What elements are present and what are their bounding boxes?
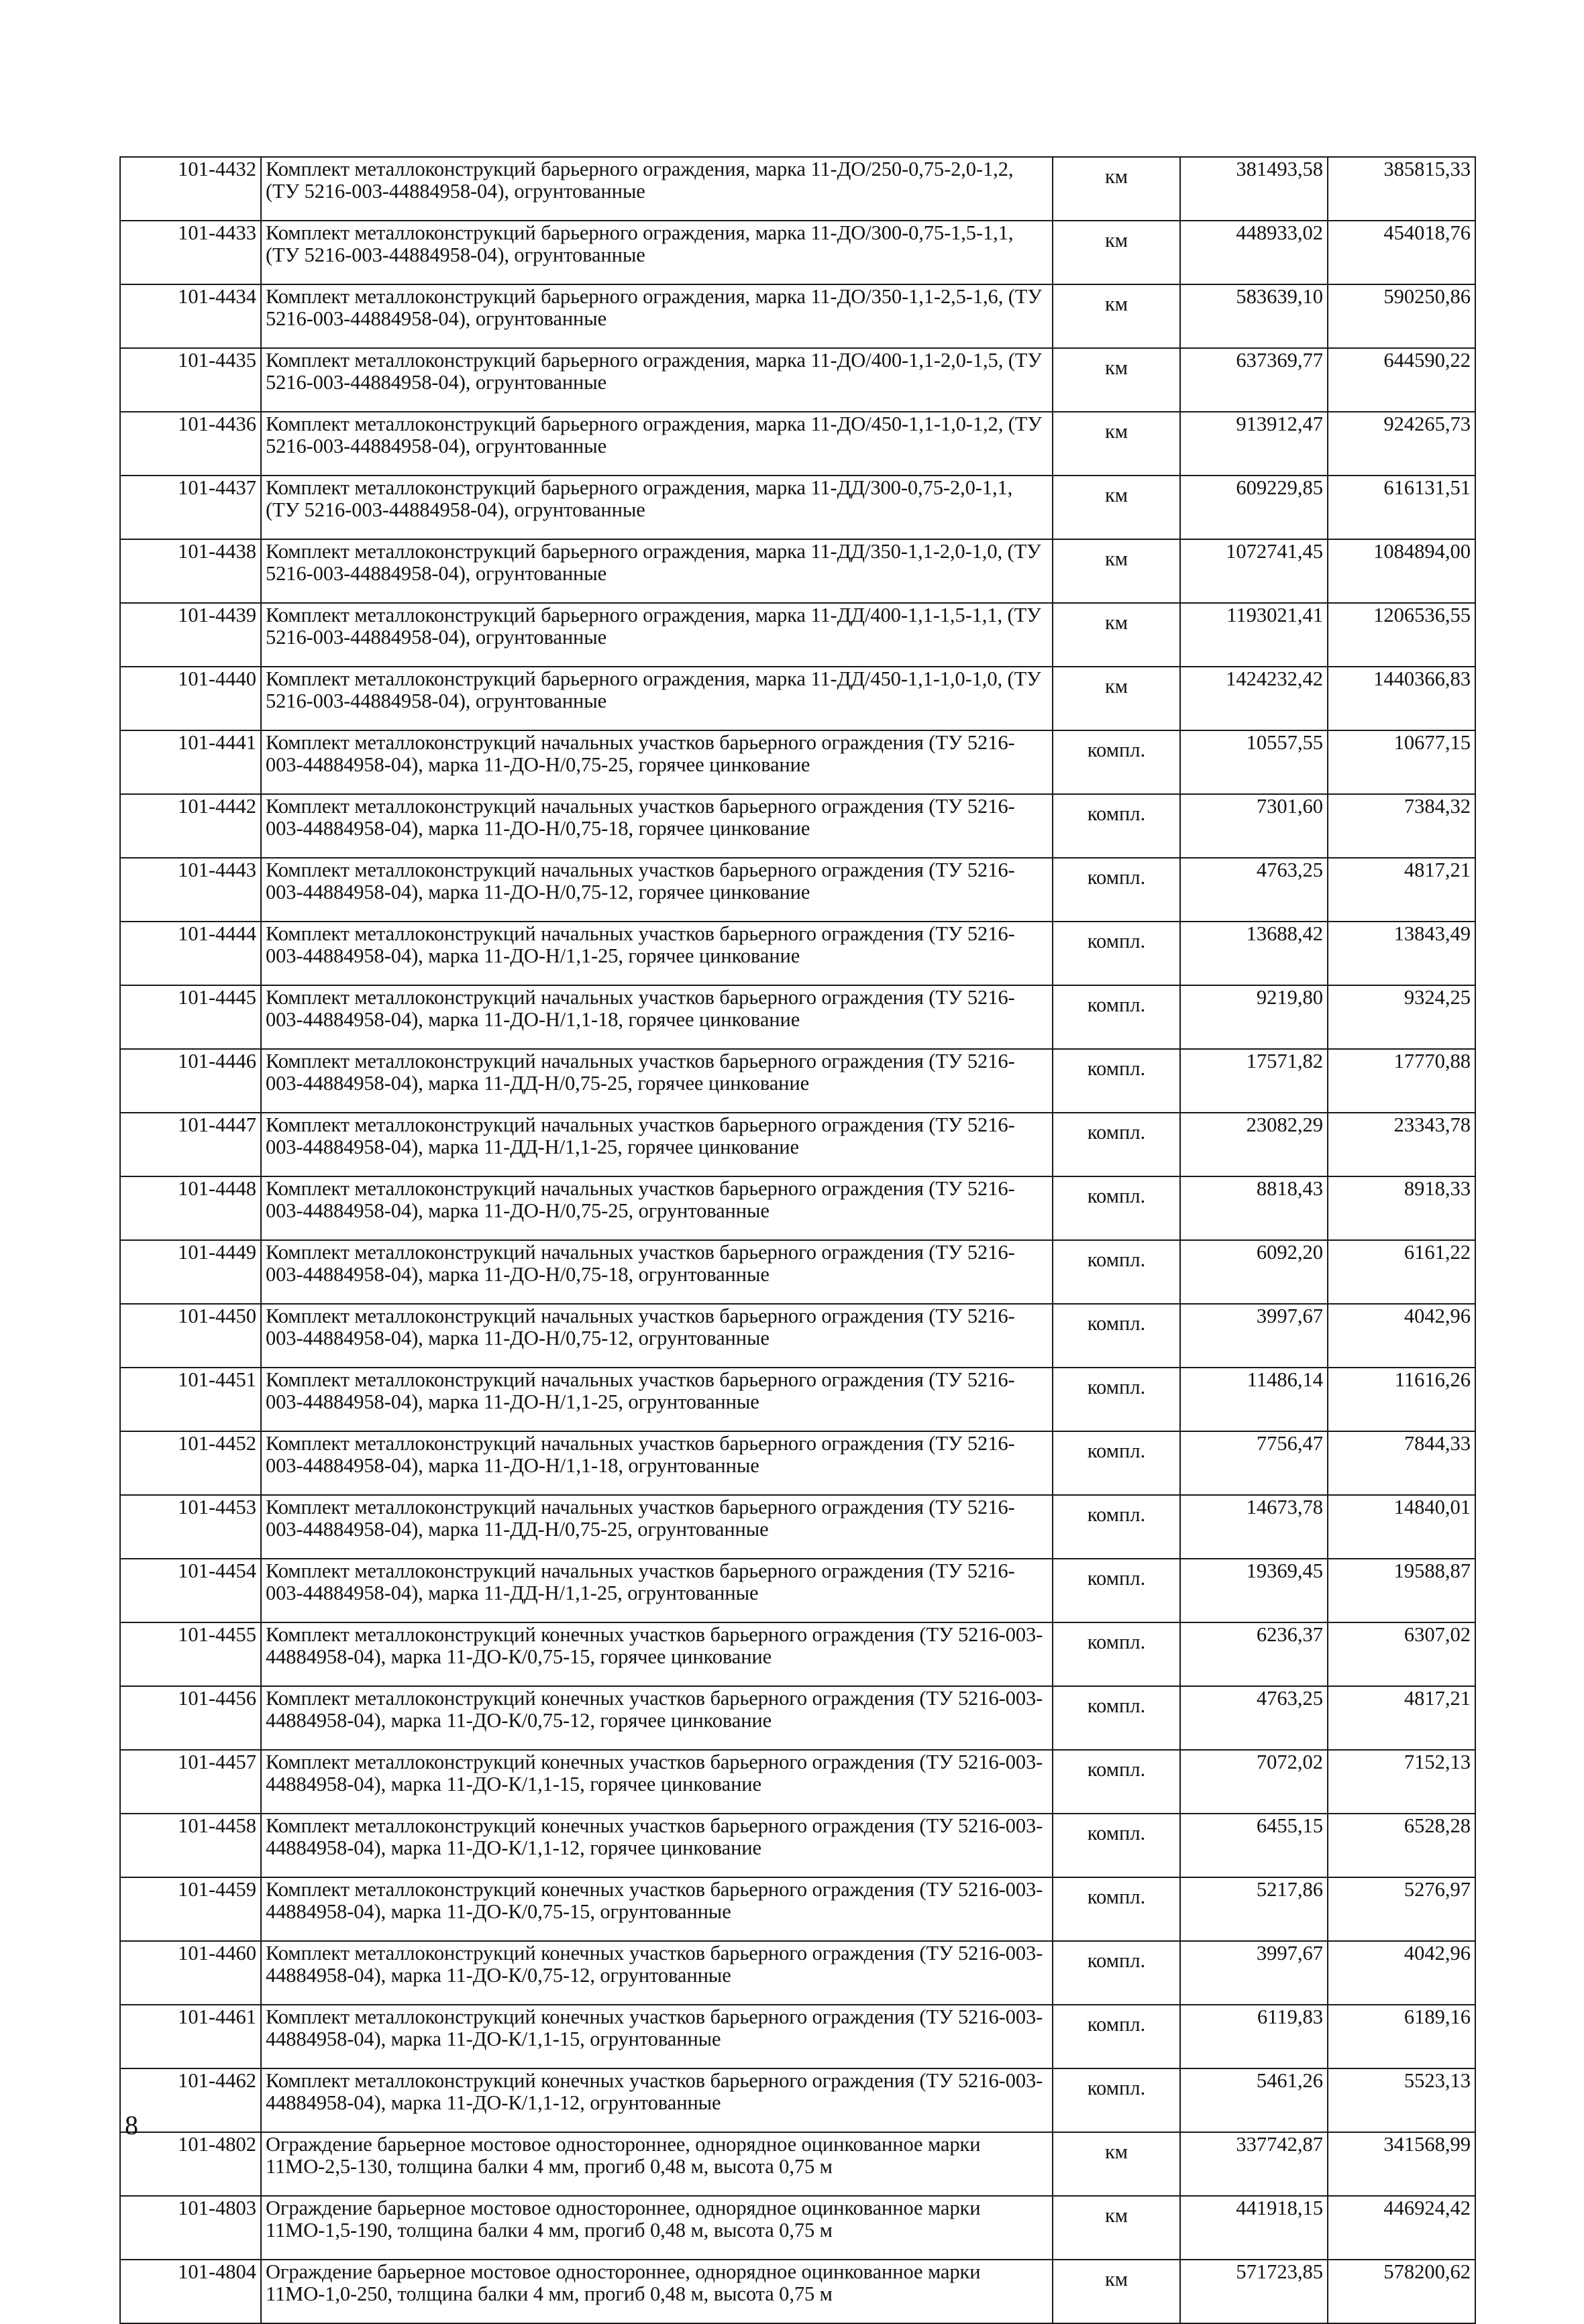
row-code: 101-4437 xyxy=(120,476,261,539)
row-unit: км xyxy=(1053,603,1180,667)
row-price-1: 381493,58 xyxy=(1180,157,1328,221)
row-price-1: 4763,25 xyxy=(1180,858,1328,922)
row-code: 101-4803 xyxy=(120,2196,261,2260)
row-code: 101-4459 xyxy=(120,1877,261,1941)
row-description: Комплект металлоконструкций конечных участков барьерного ограждения (ТУ 5216-003-44884958-04), марка 11-ДО-К/0,75-12, горячее цинкование xyxy=(261,1686,1053,1750)
row-price-1: 337742,87 xyxy=(1180,2132,1328,2196)
row-price-2: 17770,88 xyxy=(1328,1049,1475,1113)
row-unit: компл. xyxy=(1053,985,1180,1049)
row-code: 101-4434 xyxy=(120,284,261,348)
row-price-2: 9324,25 xyxy=(1328,985,1475,1049)
table-row xyxy=(120,2196,1475,2260)
row-price-2: 644590,22 xyxy=(1328,348,1475,412)
table-body xyxy=(120,157,1475,2323)
row-price-2: 19588,87 xyxy=(1328,1559,1475,1622)
row-description: Комплект металлоконструкций начальных участков барьерного ограждения (ТУ 5216-003-44884958-04), марка 11-ДО-Н/0,75-25, горячее цинкование xyxy=(261,730,1053,794)
row-description: Ограждение барьерное мостовое одностороннее, однорядное оцинкованное марки 11МО-1,0-250, толщина балки 4 мм, прогиб 0,48 м, высота 0,75 м xyxy=(261,2260,1053,2323)
row-description: Ограждение барьерное мостовое одностороннее, однорядное оцинкованное марки 11МО-2,5-130, толщина балки 4 мм, прогиб 0,48 м, высота 0,75 м xyxy=(261,2132,1053,2196)
row-unit: компл. xyxy=(1053,1049,1180,1113)
table-row xyxy=(120,284,1475,348)
row-price-2: 578200,62 xyxy=(1328,2260,1475,2323)
table-row xyxy=(120,667,1475,730)
row-price-2: 341568,99 xyxy=(1328,2132,1475,2196)
row-unit: км xyxy=(1053,476,1180,539)
row-description: Комплект металлоконструкций конечных участков барьерного ограждения (ТУ 5216-003-44884958-04), марка 11-ДО-К/0,75-15, огрунтованные xyxy=(261,1877,1053,1941)
row-code: 101-4432 xyxy=(120,157,261,221)
row-price-2: 14840,01 xyxy=(1328,1495,1475,1559)
row-price-2: 4042,96 xyxy=(1328,1941,1475,2005)
row-unit: км xyxy=(1053,284,1180,348)
row-unit: компл. xyxy=(1053,1941,1180,2005)
row-description: Комплект металлоконструкций конечных участков барьерного ограждения (ТУ 5216-003-44884958-04), марка 11-ДО-К/1,1-12, огрунтованные xyxy=(261,2068,1053,2132)
row-price-2: 8918,33 xyxy=(1328,1176,1475,1240)
row-code: 101-4441 xyxy=(120,730,261,794)
table-row xyxy=(120,2005,1475,2068)
row-unit: компл. xyxy=(1053,1240,1180,1304)
row-unit: компл. xyxy=(1053,1622,1180,1686)
row-description: Комплект металлоконструкций конечных участков барьерного ограждения (ТУ 5216-003-44884958-04), марка 11-ДО-К/1,1-15, огрунтованные xyxy=(261,2005,1053,2068)
row-description: Ограждение барьерное мостовое одностороннее, однорядное оцинкованное марки 11МО-1,5-190, толщина балки 4 мм, прогиб 0,48 м, высота 0,75 м xyxy=(261,2196,1053,2260)
row-unit: компл. xyxy=(1053,1176,1180,1240)
row-unit: км xyxy=(1053,348,1180,412)
row-description: Комплект металлоконструкций конечных участков барьерного ограждения (ТУ 5216-003-44884958-04), марка 11-ДО-К/1,1-15, горячее цинкование xyxy=(261,1750,1053,1814)
row-code: 101-4438 xyxy=(120,539,261,603)
row-unit: компл. xyxy=(1053,2005,1180,2068)
row-code: 101-4433 xyxy=(120,221,261,284)
row-unit: компл. xyxy=(1053,1559,1180,1622)
price-table xyxy=(119,156,1476,2324)
row-unit: компл. xyxy=(1053,1113,1180,1176)
table-row xyxy=(120,2132,1475,2196)
row-price-1: 5217,86 xyxy=(1180,1877,1328,1941)
table-row xyxy=(120,1495,1475,1559)
row-price-1: 6092,20 xyxy=(1180,1240,1328,1304)
row-unit: км xyxy=(1053,667,1180,730)
row-unit: компл. xyxy=(1053,1814,1180,1877)
table-row xyxy=(120,1814,1475,1877)
row-price-1: 1193021,41 xyxy=(1180,603,1328,667)
row-unit: компл. xyxy=(1053,794,1180,858)
row-price-2: 5276,97 xyxy=(1328,1877,1475,1941)
table-row xyxy=(120,476,1475,539)
row-unit: компл. xyxy=(1053,1368,1180,1431)
table-row xyxy=(120,1176,1475,1240)
table-row xyxy=(120,1368,1475,1431)
table-row xyxy=(120,157,1475,221)
row-description: Комплект металлоконструкций барьерного ограждения, марка 11-ДО/350-1,1-2,5-1,6, (ТУ 5216-003-44884958-04), огрунтованные xyxy=(261,284,1053,348)
row-description: Комплект металлоконструкций барьерного ограждения, марка 11-ДД/350-1,1-2,0-1,0, (ТУ 5216-003-44884958-04), огрунтованные xyxy=(261,539,1053,603)
row-price-2: 6189,16 xyxy=(1328,2005,1475,2068)
row-code: 101-4440 xyxy=(120,667,261,730)
table-row xyxy=(120,730,1475,794)
row-price-2: 385815,33 xyxy=(1328,157,1475,221)
row-price-2: 4817,21 xyxy=(1328,1686,1475,1750)
row-unit: компл. xyxy=(1053,1750,1180,1814)
row-unit: км xyxy=(1053,221,1180,284)
row-price-1: 9219,80 xyxy=(1180,985,1328,1049)
row-code: 101-4455 xyxy=(120,1622,261,1686)
row-price-1: 913912,47 xyxy=(1180,412,1328,476)
row-unit: км xyxy=(1053,2260,1180,2323)
row-price-2: 13843,49 xyxy=(1328,922,1475,985)
row-price-1: 448933,02 xyxy=(1180,221,1328,284)
table-row xyxy=(120,1877,1475,1941)
row-price-2: 4817,21 xyxy=(1328,858,1475,922)
row-unit: км xyxy=(1053,412,1180,476)
row-unit: компл. xyxy=(1053,1431,1180,1495)
row-description: Комплект металлоконструкций барьерного ограждения, марка 11-ДД/450-1,1-1,0-1,0, (ТУ 5216-003-44884958-04), огрунтованные xyxy=(261,667,1053,730)
row-price-1: 571723,85 xyxy=(1180,2260,1328,2323)
row-description: Комплект металлоконструкций начальных участков барьерного ограждения (ТУ 5216-003-44884958-04), марка 11-ДД-Н/1,1-25, огрунтованные xyxy=(261,1559,1053,1622)
row-unit: компл. xyxy=(1053,922,1180,985)
row-code: 101-4446 xyxy=(120,1049,261,1113)
row-price-2: 11616,26 xyxy=(1328,1368,1475,1431)
row-price-2: 10677,15 xyxy=(1328,730,1475,794)
row-price-1: 7756,47 xyxy=(1180,1431,1328,1495)
row-description: Комплект металлоконструкций барьерного ограждения, марка 11-ДД/300-0,75-2,0-1,1, (ТУ 5216-003-44884958-04), огрунтованные xyxy=(261,476,1053,539)
table-row xyxy=(120,794,1475,858)
page-number: 8 xyxy=(125,2110,138,2140)
row-price-2: 454018,76 xyxy=(1328,221,1475,284)
row-code: 101-4452 xyxy=(120,1431,261,1495)
row-price-1: 3997,67 xyxy=(1180,1304,1328,1368)
table-row xyxy=(120,985,1475,1049)
table-row xyxy=(120,1240,1475,1304)
row-code: 101-4802 xyxy=(120,2132,261,2196)
row-description: Комплект металлоконструкций начальных участков барьерного ограждения (ТУ 5216-003-44884958-04), марка 11-ДД-Н/0,75-25, огрунтованные xyxy=(261,1495,1053,1559)
row-unit: компл. xyxy=(1053,1495,1180,1559)
row-unit: компл. xyxy=(1053,730,1180,794)
row-unit: компл. xyxy=(1053,858,1180,922)
row-price-1: 637369,77 xyxy=(1180,348,1328,412)
row-description: Комплект металлоконструкций барьерного ограждения, марка 11-ДО/250-0,75-2,0-1,2, (ТУ 5216-003-44884958-04), огрунтованные xyxy=(261,157,1053,221)
row-price-2: 6161,22 xyxy=(1328,1240,1475,1304)
row-price-1: 3997,67 xyxy=(1180,1941,1328,2005)
table-row xyxy=(120,858,1475,922)
row-price-1: 19369,45 xyxy=(1180,1559,1328,1622)
row-code: 101-4453 xyxy=(120,1495,261,1559)
row-unit: компл. xyxy=(1053,1877,1180,1941)
row-price-2: 6528,28 xyxy=(1328,1814,1475,1877)
row-unit: км xyxy=(1053,2196,1180,2260)
row-price-2: 6307,02 xyxy=(1328,1622,1475,1686)
row-description: Комплект металлоконструкций начальных участков барьерного ограждения (ТУ 5216-003-44884958-04), марка 11-ДО-Н/1,1-18, огрунтованные xyxy=(261,1431,1053,1495)
row-description: Комплект металлоконструкций начальных участков барьерного ограждения (ТУ 5216-003-44884958-04), марка 11-ДО-Н/1,1-18, горячее цинкование xyxy=(261,985,1053,1049)
row-price-1: 10557,55 xyxy=(1180,730,1328,794)
row-unit: км xyxy=(1053,2132,1180,2196)
row-price-1: 6119,83 xyxy=(1180,2005,1328,2068)
row-price-1: 11486,14 xyxy=(1180,1368,1328,1431)
row-code: 101-4445 xyxy=(120,985,261,1049)
row-unit: км xyxy=(1053,157,1180,221)
row-code: 101-4444 xyxy=(120,922,261,985)
row-price-1: 8818,43 xyxy=(1180,1176,1328,1240)
row-description: Комплект металлоконструкций начальных участков барьерного ограждения (ТУ 5216-003-44884958-04), марка 11-ДО-Н/1,1-25, огрунтованные xyxy=(261,1368,1053,1431)
row-code: 101-4804 xyxy=(120,2260,261,2323)
row-code: 101-4456 xyxy=(120,1686,261,1750)
row-price-1: 583639,10 xyxy=(1180,284,1328,348)
row-price-2: 7844,33 xyxy=(1328,1431,1475,1495)
row-price-2: 924265,73 xyxy=(1328,412,1475,476)
table-row xyxy=(120,1304,1475,1368)
row-code: 101-4458 xyxy=(120,1814,261,1877)
row-unit: компл. xyxy=(1053,1304,1180,1368)
row-price-2: 7384,32 xyxy=(1328,794,1475,858)
row-code: 101-4462 xyxy=(120,2068,261,2132)
row-description: Комплект металлоконструкций начальных участков барьерного ограждения (ТУ 5216-003-44884958-04), марка 11-ДО-Н/0,75-25, огрунтованные xyxy=(261,1176,1053,1240)
table-row xyxy=(120,922,1475,985)
row-price-1: 609229,85 xyxy=(1180,476,1328,539)
row-price-1: 6455,15 xyxy=(1180,1814,1328,1877)
table-row xyxy=(120,1686,1475,1750)
row-price-1: 7301,60 xyxy=(1180,794,1328,858)
row-code: 101-4450 xyxy=(120,1304,261,1368)
row-description: Комплект металлоконструкций барьерного ограждения, марка 11-ДД/400-1,1-1,5-1,1, (ТУ 5216-003-44884958-04), огрунтованные xyxy=(261,603,1053,667)
table-row xyxy=(120,1622,1475,1686)
table-row xyxy=(120,221,1475,284)
row-description: Комплект металлоконструкций конечных участков барьерного ограждения (ТУ 5216-003-44884958-04), марка 11-ДО-К/0,75-12, огрунтованные xyxy=(261,1941,1053,2005)
row-price-2: 5523,13 xyxy=(1328,2068,1475,2132)
row-description: Комплект металлоконструкций конечных участков барьерного ограждения (ТУ 5216-003-44884958-04), марка 11-ДО-К/1,1-12, горячее цинкование xyxy=(261,1814,1053,1877)
row-price-1: 4763,25 xyxy=(1180,1686,1328,1750)
row-price-1: 7072,02 xyxy=(1180,1750,1328,1814)
row-price-1: 23082,29 xyxy=(1180,1113,1328,1176)
row-price-1: 441918,15 xyxy=(1180,2196,1328,2260)
row-price-2: 23343,78 xyxy=(1328,1113,1475,1176)
table-row xyxy=(120,1559,1475,1622)
row-unit: км xyxy=(1053,539,1180,603)
table-row xyxy=(120,2260,1475,2323)
table-row xyxy=(120,1049,1475,1113)
row-price-2: 1084894,00 xyxy=(1328,539,1475,603)
row-price-1: 17571,82 xyxy=(1180,1049,1328,1113)
row-price-2: 1440366,83 xyxy=(1328,667,1475,730)
row-code: 101-4451 xyxy=(120,1368,261,1431)
row-description: Комплект металлоконструкций барьерного ограждения, марка 11-ДО/300-0,75-1,5-1,1, (ТУ 5216-003-44884958-04), огрунтованные xyxy=(261,221,1053,284)
row-description: Комплект металлоконструкций начальных участков барьерного ограждения (ТУ 5216-003-44884958-04), марка 11-ДО-Н/0,75-18, огрунтованные xyxy=(261,1240,1053,1304)
row-price-2: 446924,42 xyxy=(1328,2196,1475,2260)
row-code: 101-4439 xyxy=(120,603,261,667)
row-price-1: 1424232,42 xyxy=(1180,667,1328,730)
row-code: 101-4454 xyxy=(120,1559,261,1622)
row-price-2: 1206536,55 xyxy=(1328,603,1475,667)
table-row xyxy=(120,412,1475,476)
row-description: Комплект металлоконструкций барьерного ограждения, марка 11-ДО/450-1,1-1,0-1,2, (ТУ 5216-003-44884958-04), огрунтованные xyxy=(261,412,1053,476)
row-price-1: 13688,42 xyxy=(1180,922,1328,985)
row-price-1: 1072741,45 xyxy=(1180,539,1328,603)
table-row xyxy=(120,1941,1475,2005)
table-row xyxy=(120,2068,1475,2132)
row-unit: компл. xyxy=(1053,1686,1180,1750)
row-code: 101-4448 xyxy=(120,1176,261,1240)
row-code: 101-4460 xyxy=(120,1941,261,2005)
row-description: Комплект металлоконструкций начальных участков барьерного ограждения (ТУ 5216-003-44884958-04), марка 11-ДО-Н/0,75-18, горячее цинкование xyxy=(261,794,1053,858)
row-code: 101-4435 xyxy=(120,348,261,412)
row-code: 101-4457 xyxy=(120,1750,261,1814)
table-row xyxy=(120,603,1475,667)
table-row xyxy=(120,1750,1475,1814)
row-price-2: 4042,96 xyxy=(1328,1304,1475,1368)
row-price-2: 590250,86 xyxy=(1328,284,1475,348)
table-row xyxy=(120,348,1475,412)
row-code: 101-4436 xyxy=(120,412,261,476)
row-description: Комплект металлоконструкций начальных участков барьерного ограждения (ТУ 5216-003-44884958-04), марка 11-ДД-Н/0,75-25, горячее цинкование xyxy=(261,1049,1053,1113)
row-description: Комплект металлоконструкций начальных участков барьерного ограждения (ТУ 5216-003-44884958-04), марка 11-ДД-Н/1,1-25, горячее цинкование xyxy=(261,1113,1053,1176)
row-code: 101-4442 xyxy=(120,794,261,858)
row-description: Комплект металлоконструкций барьерного ограждения, марка 11-ДО/400-1,1-2,0-1,5, (ТУ 5216-003-44884958-04), огрунтованные xyxy=(261,348,1053,412)
row-description: Комплект металлоконструкций начальных участков барьерного ограждения (ТУ 5216-003-44884958-04), марка 11-ДО-Н/0,75-12, горячее цинкование xyxy=(261,858,1053,922)
table-row xyxy=(120,1431,1475,1495)
row-code: 101-4443 xyxy=(120,858,261,922)
row-price-1: 6236,37 xyxy=(1180,1622,1328,1686)
row-price-1: 14673,78 xyxy=(1180,1495,1328,1559)
row-description: Комплект металлоконструкций начальных участков барьерного ограждения (ТУ 5216-003-44884958-04), марка 11-ДО-Н/1,1-25, горячее цинкование xyxy=(261,922,1053,985)
row-price-2: 616131,51 xyxy=(1328,476,1475,539)
row-unit: компл. xyxy=(1053,2068,1180,2132)
row-code: 101-4461 xyxy=(120,2005,261,2068)
table-row xyxy=(120,1113,1475,1176)
row-description: Комплект металлоконструкций начальных участков барьерного ограждения (ТУ 5216-003-44884958-04), марка 11-ДО-Н/0,75-12, огрунтованные xyxy=(261,1304,1053,1368)
table-row xyxy=(120,539,1475,603)
row-code: 101-4449 xyxy=(120,1240,261,1304)
row-code: 101-4447 xyxy=(120,1113,261,1176)
row-description: Комплект металлоконструкций конечных участков барьерного ограждения (ТУ 5216-003-44884958-04), марка 11-ДО-К/0,75-15, горячее цинкование xyxy=(261,1622,1053,1686)
row-price-1: 5461,26 xyxy=(1180,2068,1328,2132)
row-price-2: 7152,13 xyxy=(1328,1750,1475,1814)
